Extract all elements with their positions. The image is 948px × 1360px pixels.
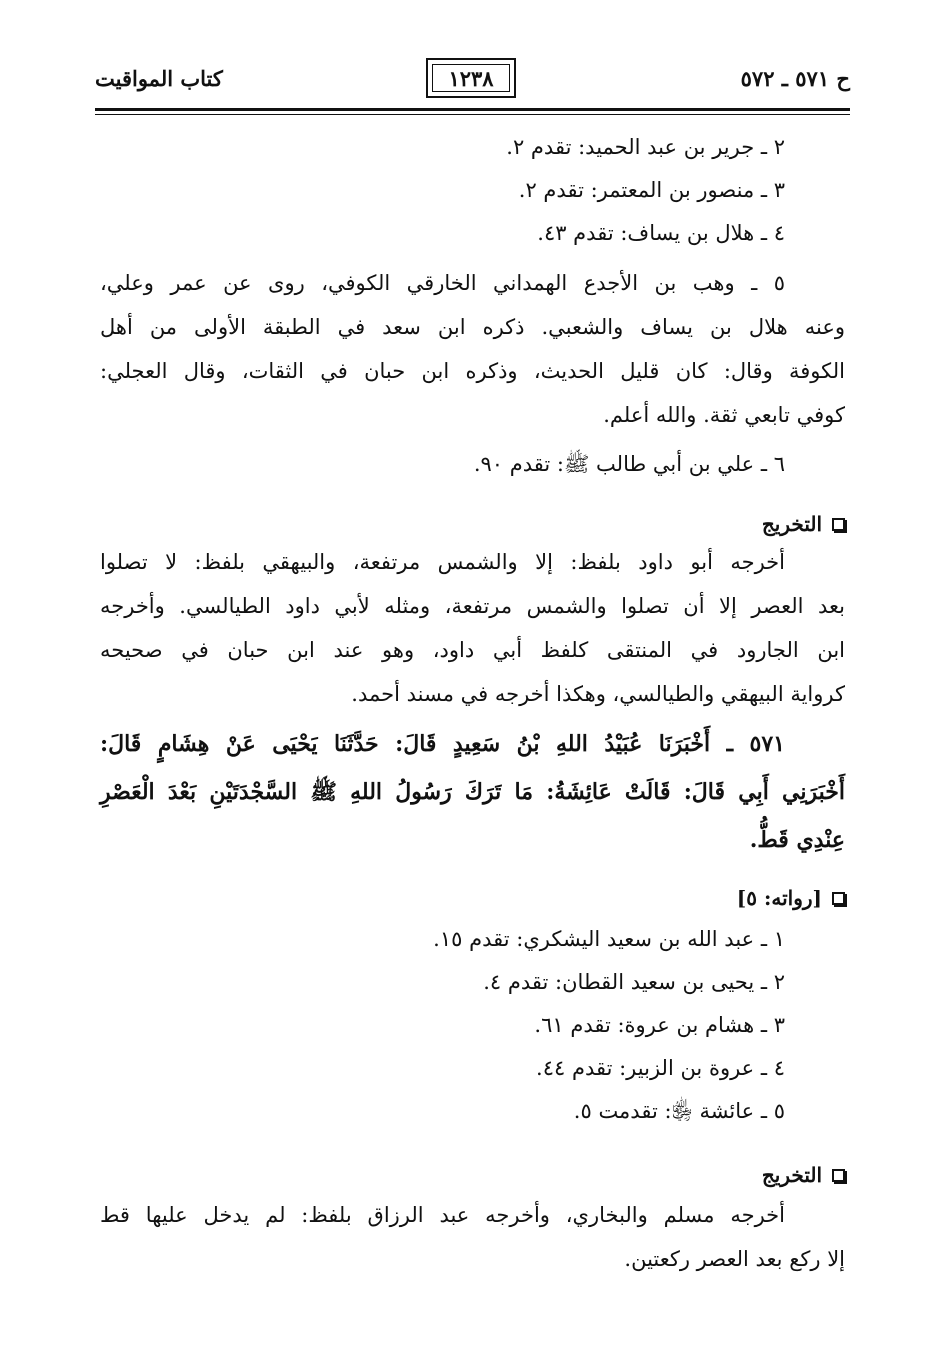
takhrij-line: أخرجه أبو داود بلفظ: إلا والشمس مرتفعة، والبيهقي بلفظ: لا تصلوا [100, 550, 785, 574]
takhrij-heading [762, 1163, 845, 1187]
narrator-line: ٢ ـ جرير بن عبد الحميد: تقدم ٢. [506, 135, 785, 159]
hadith-line: ٥٧١ ـ أَخْبَرَنَا عُبَيْدُ اللهِ بْنُ سَعِيدٍ قَالَ: حَدَّثَنَا يَحْيَى عَنْ هِشَامٍ قَالَ: [100, 731, 785, 757]
hadith-line: عِنْدِي قَطُّ. [749, 827, 845, 853]
narrator-line: ٣ ـ منصور بن المعتمر: تقدم ٢. [518, 178, 785, 202]
square-bullet-icon [832, 518, 845, 531]
narrator5-line: الكوفة وقال: كان قليل الحديث، وذكره ابن حبان في الثقات، وقال العجلي: [100, 359, 845, 383]
narrator-line: ٦ ـ علي بن أبي طالب ﷺ: تقدم ٩٠. [473, 452, 785, 476]
hadith-line: أَخْبَرَنِي أَبِي قَالَ: قَالَتْ عَائِشَةُ: مَا تَرَكَ رَسُولُ اللهِ ﷺ السَّجْدَتَيْنِ بَعْدَ الْعَصْرِ [100, 779, 845, 805]
takhrij-line: ابن الجارود في المنتقى كلفظ أبي داود، وهو عند ابن حبان في صحيحه [100, 638, 845, 662]
takhrij-line: إلا ركع بعد العصر ركعتين. [624, 1247, 845, 1271]
heading-label: التخريج [761, 512, 822, 536]
ruwat-item: ٥ ـ عائشة ﵂: تقدمت ٥. [573, 1099, 785, 1123]
heading-label: [رواته: ٥] [736, 886, 822, 910]
book-title: كتاب المواقيت [95, 66, 223, 91]
heading-label: التخريج [761, 1163, 822, 1187]
ruwat-heading [737, 886, 845, 910]
narrator-line: ٤ ـ هلال بن يساف: تقدم ٤٣. [537, 221, 785, 245]
takhrij-line: أخرجه مسلم والبخاري، وأخرجه عبد الرزاق بلفظ: لم يدخل عليها قط [100, 1203, 785, 1227]
narrator5-line: ٥ ـ وهب بن الأجدع الهمداني الخارقي الكوفي، روى عن عمر وعلي، [100, 271, 785, 295]
takhrij-line: كرواية البيهقي والطيالسي، وهكذا أخرجه في مسند أحمد. [351, 682, 845, 706]
takhrij-heading [762, 512, 845, 536]
takhrij-line: بعد العصر إلا أن تصلوا والشمس مرتفعة، ومثله لأبي داود الطيالسي. وأخرجه [100, 594, 845, 618]
ruwat-item: ٢ ـ يحيى بن سعيد القطان: تقدم ٤. [483, 970, 785, 994]
ruwat-item: ٤ ـ عروة بن الزبير: تقدم ٤٤. [536, 1056, 785, 1080]
square-bullet-icon [832, 1169, 845, 1182]
square-bullet-icon [832, 892, 845, 905]
section-reference: ح ٥٧١ ـ ٥٧٢ [740, 66, 850, 91]
ruwat-item: ٣ ـ هشام بن عروة: تقدم ٦١. [534, 1013, 785, 1037]
page-number: ١٢٣٨ [448, 65, 494, 91]
narrator5-line: كوفي تابعي ثقة. والله أعلم. [603, 403, 845, 427]
narrator5-line: وعنه هلال بن يساف والشعبي. ذكره ابن سعد في الطبقة الأولى من أهل [100, 315, 845, 339]
ruwat-item: ١ ـ عبد الله بن سعيد اليشكري: تقدم ١٥. [433, 927, 785, 951]
main-text [100, 0, 845, 1360]
